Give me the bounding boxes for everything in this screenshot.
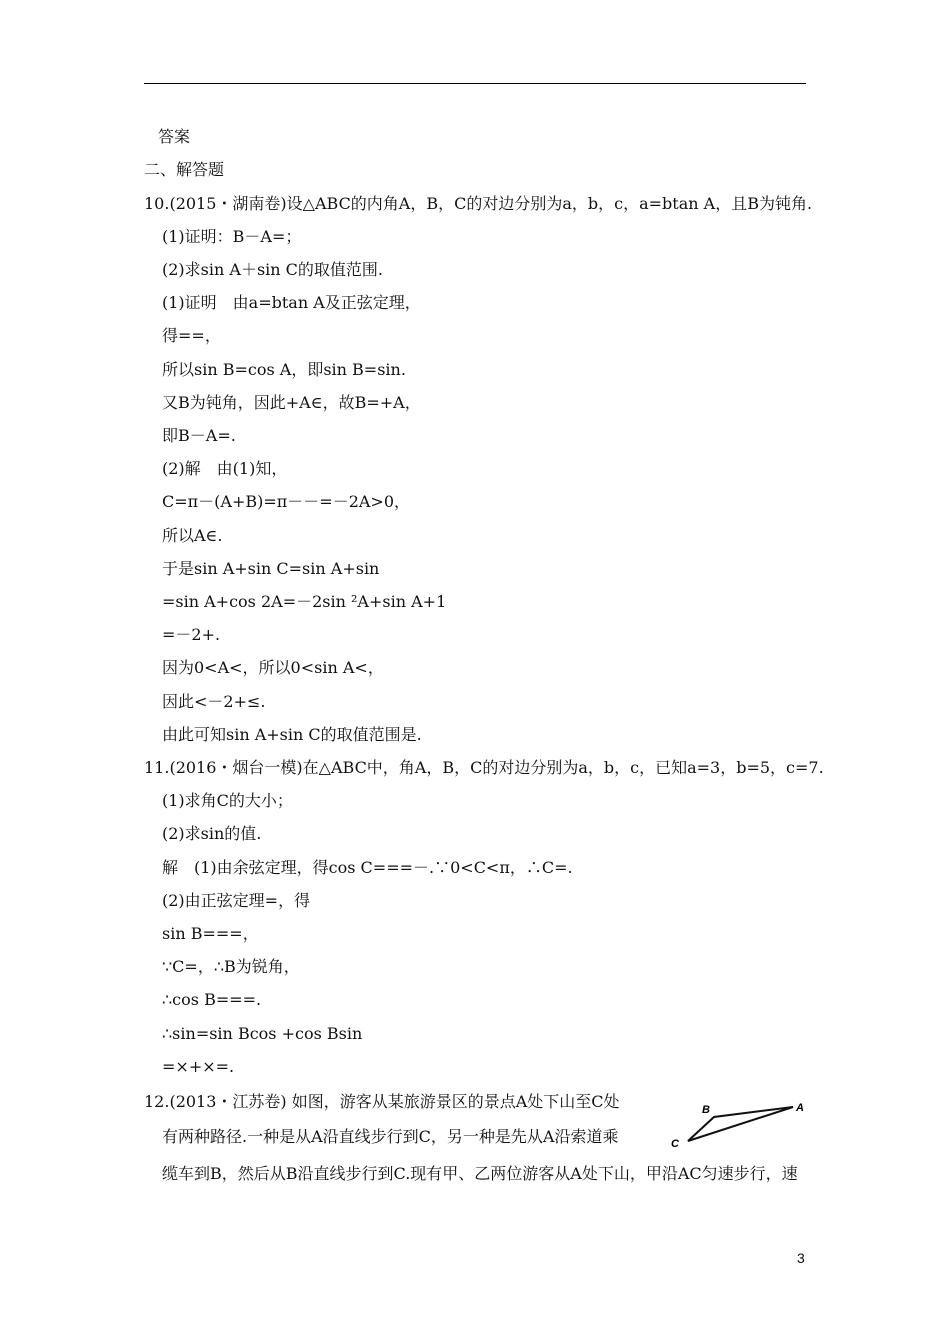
text-line: 有两种路径.一种是从A沿直线步行到C，另一种是先从A沿索道乘	[162, 1127, 619, 1146]
text-line: 所以A∈.	[162, 526, 223, 545]
text-line: 即B－A=.	[162, 426, 236, 445]
text-line: =－2+.	[162, 625, 221, 644]
text-line: =×+×=.	[162, 1057, 235, 1076]
text-line: C=π－(A+B)=π－－=－2A>0，	[162, 492, 411, 511]
text-line: (2)求sin A＋sin C的取值范围.	[162, 260, 383, 279]
text-line: 解 (1)由余弦定理，得cos C===－.∵0<C<π，∴C=.	[162, 858, 573, 877]
text-line: (2)由正弦定理=，得	[162, 891, 311, 910]
text-line: sin B===，	[162, 924, 259, 943]
text-line: ∴cos B===.	[162, 990, 262, 1009]
text-line: 于是sin A+sin C=sin A+sin	[162, 559, 380, 578]
header-rule	[144, 83, 806, 84]
vertex-label-a: A	[796, 1102, 804, 1114]
vertex-label-b: B	[702, 1104, 710, 1116]
vertex-label-c: C	[671, 1138, 679, 1150]
page-number: 3	[797, 1250, 805, 1266]
text-line: (1)证明 由a=btan A及正弦定理，	[162, 293, 421, 312]
problem-10-statement: 10.(2015・湖南卷)设△ABC的内角A，B，C的对边分别为a，b，c，a=btan A，且B为钝角.	[144, 194, 813, 213]
text-line: 又B为钝角，因此+A∈，故B=+A，	[162, 393, 421, 412]
section-heading: 二、解答题	[144, 160, 225, 179]
problem-12-statement: 12.(2013・江苏卷) 如图，游客从某旅游景区的景点A处下山至C处	[144, 1092, 620, 1111]
text-line: (2)求sin的值.	[162, 824, 262, 843]
text-line: (1)证明：B－A=；	[162, 227, 302, 246]
text-line: 得==，	[162, 326, 221, 345]
text-line: (2)解 由(1)知，	[162, 459, 288, 478]
answer-heading: 答案	[158, 127, 191, 146]
problem-11-statement: 11.(2016・烟台一模)在△ABC中，角A，B，C的对边分别为a，b，c，已知a=3，b=5，c=7.	[144, 758, 824, 777]
text-line: ∵C=，∴B为锐角，	[162, 957, 300, 976]
text-line: (1)求角C的大小；	[162, 791, 293, 810]
triangle-diagram	[668, 1098, 810, 1150]
text-line: 因为0<A<，所以0<sin A<，	[162, 658, 384, 677]
text-line: 因此<－2+≤.	[162, 692, 266, 711]
text-line: ∴sin=sin Bcos +cos Bsin	[162, 1024, 363, 1043]
text-line: =sin A+cos 2A=－2sin ²A+sin A+1	[162, 592, 447, 611]
text-line: 由此可知sin A+sin C的取值范围是.	[162, 725, 422, 744]
text-line: 缆车到B，然后从B沿直线步行到C.现有甲、乙两位游客从A处下山，甲沿AC匀速步行，速	[162, 1164, 798, 1183]
text-line: 所以sin B=cos A，即sin B=sin.	[162, 360, 406, 379]
